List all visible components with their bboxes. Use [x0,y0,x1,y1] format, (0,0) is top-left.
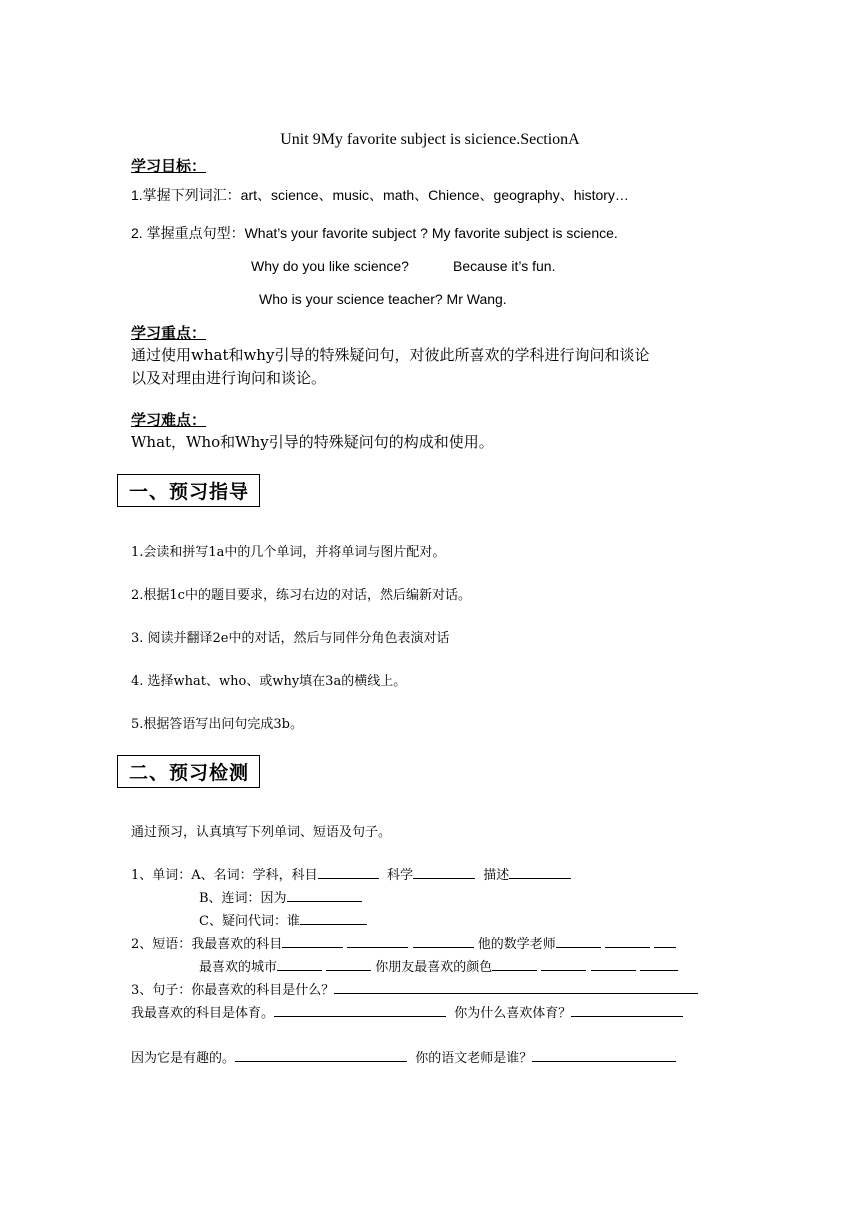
blank-phrase-1b[interactable] [347,934,408,948]
blank-because[interactable] [287,888,362,902]
sentence-row-1 [131,979,698,998]
sentence-3-label: 你为什么喜欢体育？ [454,1006,572,1021]
check-intro: 通过预习，认真填写下列单词、短语及句子。 [131,825,392,840]
blank-describe[interactable] [509,865,571,879]
guide-item-4: 4. 选择what、who、或why填在3a的横线上。 [131,674,407,689]
blank-color-b[interactable] [541,957,586,971]
sentence-1-label: 3、句子：你最喜欢的科目是什么？ [131,983,335,998]
conj-label: B、连词：因为 [199,891,287,906]
key-points-line-2: 以及对理由进行询问和谈论。 [131,369,327,387]
blank-phrase-2b[interactable] [605,934,650,948]
blank-phrase-1c[interactable] [413,934,474,948]
blank-phrase-1a[interactable] [282,934,343,948]
objective-sentence-3: Who is your science teacher? Mr Wang. [259,291,507,307]
blank-sentence-1[interactable] [334,980,698,994]
objectives-heading: 学习目标： [131,157,207,175]
blank-sentence-5[interactable] [532,1048,676,1062]
conj-row [199,887,362,906]
words-row [131,864,571,883]
section-1-title: 一、预习指导 [117,474,260,507]
words-label: 1、单词：A、名词：学科，科目 [131,868,318,883]
phrases-row-2 [199,956,678,975]
blank-sentence-4[interactable] [235,1048,407,1062]
difficulties-line-1: What，Who和Why引导的特殊疑问句的构成和使用。 [131,433,494,451]
blank-phrase-2a[interactable] [556,934,601,948]
sentence-row-2 [131,1002,683,1021]
blank-color-c[interactable] [591,957,636,971]
blank-color-d[interactable] [640,957,678,971]
guide-item-1: 1.会读和拼写1a中的几个单词，并将单词与图片配对。 [131,545,446,560]
objective-sentence-2a: Why do you like science? [251,258,409,274]
blank-city-b[interactable] [326,957,371,971]
blank-sentence-3[interactable] [571,1003,683,1017]
phrases-color-label: 你朋友最喜欢的颜色 [375,960,493,975]
blank-who[interactable] [300,911,367,925]
blank-subject[interactable] [318,865,379,879]
phrases-label: 2、短语：我最喜欢的科目 [131,937,283,952]
sentence-5-label: 你的语文老师是谁？ [415,1051,533,1066]
blank-city-a[interactable] [277,957,322,971]
words-science-label: 科学 [386,868,413,883]
objective-sentence-2b: Because it’s fun. [453,258,556,274]
pron-label: C、疑问代词：谁 [199,914,300,929]
key-points-heading: 学习重点： [131,324,207,342]
sentence-row-3 [131,1047,676,1066]
guide-item-5: 5.根据答语写出问句完成3b。 [131,717,303,732]
key-points-line-1: 通过使用what和why引导的特殊疑问句，对彼此所喜欢的学科进行询问和谈论 [131,346,650,364]
objective-sentence-1: 2. 掌握重点句型：What’s your favorite subject ? My favorite subject is science. [131,225,618,241]
words-describe-label: 描述 [483,868,510,883]
guide-item-2: 2.根据1c中的题目要求，练习右边的对话，然后编新对话。 [131,588,471,603]
blank-science[interactable] [413,865,475,879]
blank-phrase-2c[interactable] [654,934,676,948]
sentence-4-label: 因为它是有趣的。 [131,1051,236,1066]
sentence-2-label: 我最喜欢的科目是体育。 [131,1006,275,1021]
blank-sentence-2[interactable] [274,1003,446,1017]
phrases-city-label: 最喜欢的城市 [199,960,278,975]
blank-color-a[interactable] [492,957,537,971]
section-2-title: 二、预习检测 [117,755,260,788]
objective-vocabulary: 1.掌握下列词汇：art、science、music、math、Chience、geography、history… [131,187,629,203]
phrases-row-1 [131,933,676,952]
difficulties-heading: 学习难点： [131,411,207,429]
phrases-math-teacher-label: 他的数学老师 [477,937,556,952]
page-title: Unit 9My favorite subject is sicience.SectionA [280,131,580,148]
pron-row [199,910,367,929]
guide-item-3: 3. 阅读并翻译2e中的对话，然后与同伴分角色表演对话 [131,631,450,646]
